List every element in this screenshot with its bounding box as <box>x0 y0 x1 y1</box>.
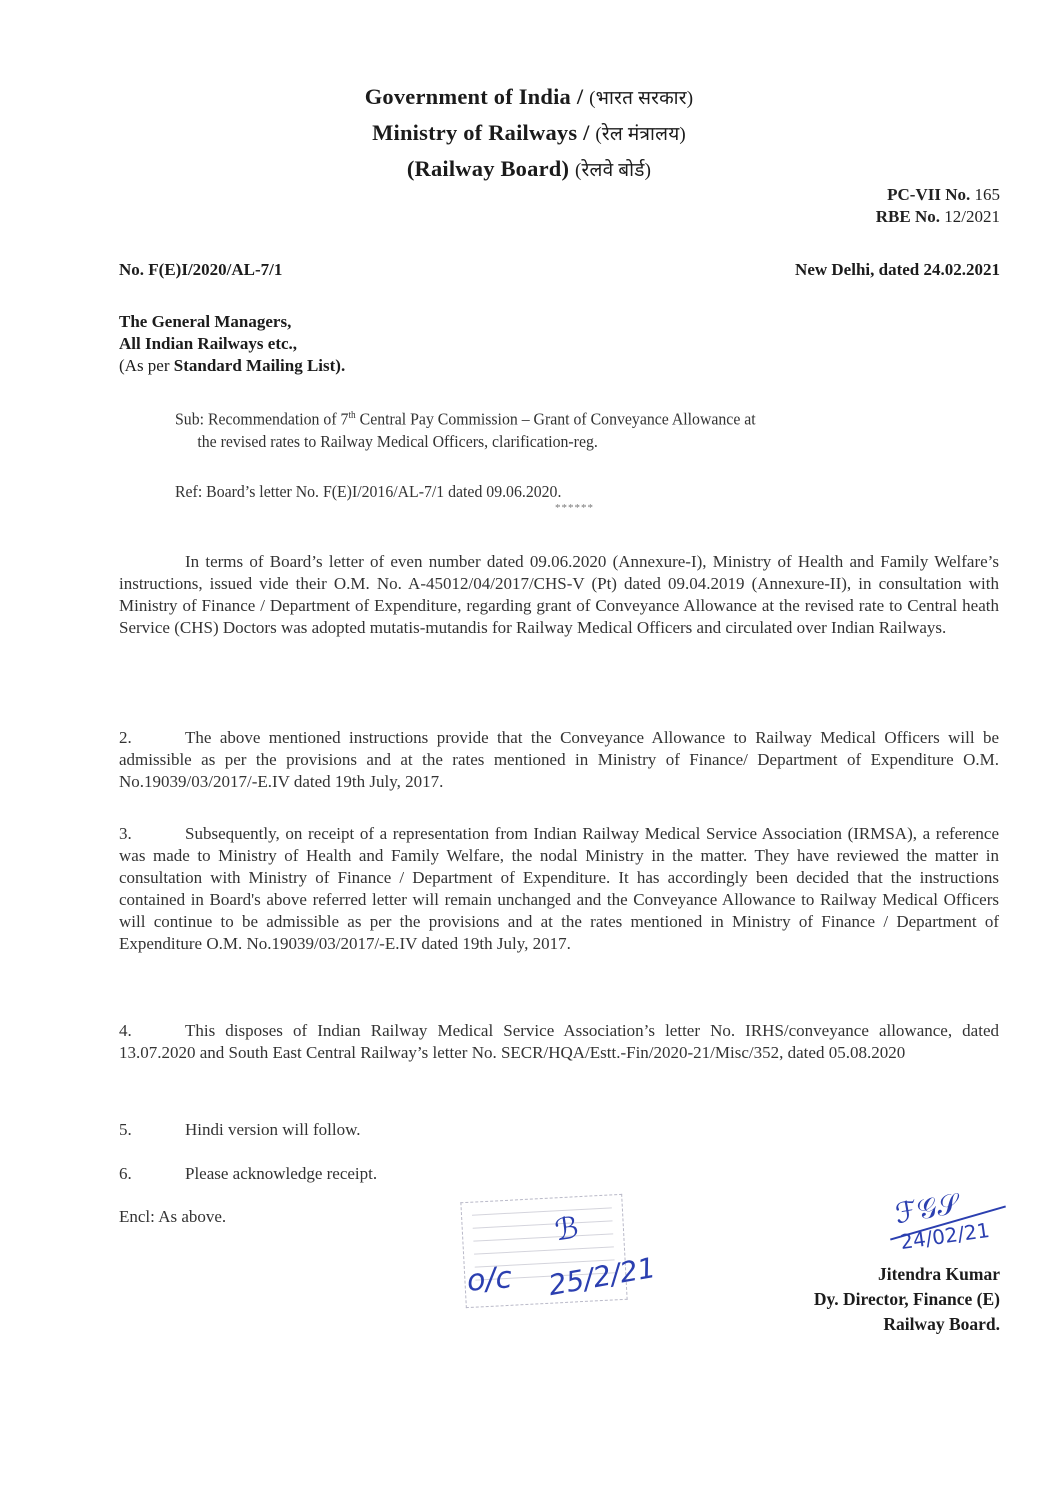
header-line3-english: (Railway Board) <box>406 156 570 181</box>
rbe-label: RBE No. <box>875 207 941 226</box>
paragraph-1: In terms of Board’s letter of even number dated 09.06.2020 (Annexure-I), Ministry of Health and Family Welfare’s instructions, issued vide their O.M. No. A-45012/04/2017/CHS-V (Pt) dated 09.04.2019 (Annexure-II), in consultation with Ministry of Finance / Department of Expenditure, regarding grant of Conveyance Allowance at the revised rate to Central heath Service (CHS) Doctors was adopted mutatis-mutandis for Railway Medical Officers and circulated over Indian Railways. <box>119 552 999 637</box>
rbe-number <box>876 207 1000 227</box>
enclosure-note: Encl: As above. <box>119 1207 227 1226</box>
paragraph-number: 5. <box>119 1120 132 1139</box>
paragraph-4: 4. This disposes of Indian Railway Medical Service Association’s letter No. IRHS/conveyance allowance, dated 13.07.2020 and South East Central Railway’s letter No. SECR/HQA/Estt.-Fin/2020-21/Misc/352, dated 05.08.2020 <box>119 1021 999 1062</box>
paragraph-2: 2. The above mentioned instructions provide that the Conveyance Allowance to Railway Medical Officers will be admissible as per the provisions and at the rates mentioned in Ministry of Finance/ Department of Expenditure O.M. No.19039/03/2017/-E.IV dated 19th July, 2017. <box>119 728 999 791</box>
header-line2-english: Ministry of Railways / <box>372 120 590 145</box>
signature: ℱ𝒢𝒮 <box>892 1186 961 1231</box>
signatory-name: Jitendra Kumar <box>877 1264 1000 1284</box>
stamp-handwritten-date: 25/2/21 <box>545 1250 658 1303</box>
pc-vii-number <box>887 185 1000 205</box>
place-date: New Delhi, dated 24.02.2021 <box>795 260 1000 279</box>
reference-line: Ref: Board’s letter No. F(E)I/2016/AL-7/1 dated 09.06.2020. <box>175 482 562 501</box>
header-line1-english: Government of India / <box>364 84 584 109</box>
addressee-line-2: All Indian Railways etc., <box>119 334 298 353</box>
header-line1-hindi: (भारत सरकार) <box>589 88 694 109</box>
header-line2-hindi: (रेल मंत्रालय) <box>595 124 686 145</box>
paragraph-number: 2. <box>119 728 132 747</box>
paragraph-number: 4. <box>119 1021 132 1040</box>
separator-stars: ****** <box>555 502 594 514</box>
rbe-value: 12/2021 <box>944 207 1000 226</box>
handwritten-ok-note: o/c <box>465 1260 514 1299</box>
header-line3-hindi: (रेलवे बोर्ड) <box>575 160 652 181</box>
pc-label: PC-VII No. <box>887 185 971 204</box>
paragraph-6: 6. Please acknowledge receipt. <box>119 1164 378 1183</box>
file-number: No. F(E)I/2020/AL-7/1 <box>119 260 283 279</box>
header-ministry <box>0 120 1058 146</box>
pc-value: 165 <box>974 185 1000 204</box>
signature-date: 24/02/21 <box>898 1217 992 1255</box>
addressee-block <box>119 311 345 377</box>
signatory-designation: Dy. Director, Finance (E) <box>813 1289 1000 1309</box>
stamp-initials: ℬ <box>552 1210 581 1249</box>
signatory-block <box>814 1262 1000 1337</box>
subject: Sub: Recommendation of 7th Central Pay Commission – Grant of Conveyance Allowance at the revised rates to Railway Medical Officers, clarification-reg. <box>175 409 756 451</box>
paragraph-3: 3. Subsequently, on receipt of a representation from Indian Railway Medical Service Association (IRMSA), a reference was made to Ministry of Health and Family Welfare, the nodal Ministry in the matter. They have reviewed the matter in consultation with Ministry of Finance / Department of Expenditure. It has accordingly been decided that the instructions contained in Board's above referred letter will remain unchanged and the Conveyance Allowance to Railway Medical Officers will continue to be admissible as per the provisions and at the rates mentioned in Ministry of Finance / Department of Expenditure O.M. No.19039/03/2017/-E.IV dated 19th July, 2017. <box>119 824 999 953</box>
paragraph-number: 3. <box>119 824 132 843</box>
paragraph-5: 5. Hindi version will follow. <box>119 1120 361 1139</box>
header-board <box>0 156 1058 182</box>
header-government <box>0 84 1058 110</box>
signatory-office: Railway Board. <box>883 1314 1000 1334</box>
paragraph-number: 6. <box>119 1164 132 1183</box>
addressee-line-3: (As per Standard Mailing List). <box>119 356 346 375</box>
addressee-line-1: The General Managers, <box>119 312 292 331</box>
